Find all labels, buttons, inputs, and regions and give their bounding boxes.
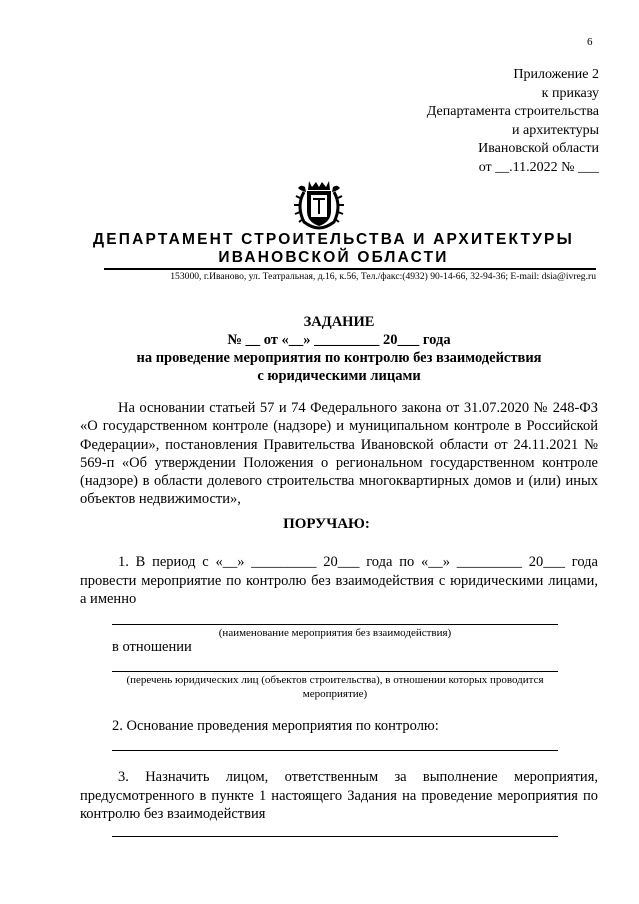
appendix-line: от __.11.2022 № ___ <box>478 159 599 175</box>
item-3 <box>80 768 598 824</box>
item-2-text: 2. Основание проведения мероприятия по контролю: <box>112 718 439 734</box>
task-subject-line1: на проведение мероприятия по контролю без взаимодействия <box>136 350 542 366</box>
basis-field-line <box>112 750 558 751</box>
task-number-line: № __ от «__» _________ 20___ года <box>227 332 451 348</box>
basis-paragraph <box>80 399 598 509</box>
event-name-caption: (наименование мероприятия без взаимодействия) <box>218 627 452 639</box>
task-title: ЗАДАНИЕ <box>303 314 375 330</box>
appendix-line: к приказу <box>541 85 599 101</box>
department-title-line2: ИВАНОВСКОЙ ОБЛАСТИ <box>218 249 449 266</box>
entities-field-line <box>112 671 558 672</box>
appendix-line: Приложение 2 <box>513 67 599 82</box>
header-rule <box>104 268 596 270</box>
appendix-line: Департамента строительства <box>426 104 599 119</box>
department-title <box>0 231 639 267</box>
department-address: 153000, г.Иваново, ул. Театральная, д.16, к.56, Тел./факс:(4932) 90-14-66, 32-94-36; E-mail: dsia@ivreg.ru <box>170 271 596 282</box>
task-subject-line2: с юридическими лицами <box>257 368 421 384</box>
appendix-line: и архитектуры <box>512 122 599 138</box>
appendix-line: Ивановской области <box>478 141 599 156</box>
department-title-line1: ДЕПАРТАМЕНТ СТРОИТЕЛЬСТВА И АРХИТЕКТУРЫ <box>93 231 574 248</box>
basis-text: На основании статьей 57 и 74 Федерального закона от 31.07.2020 № 248-ФЗ «О государственном контроле (надзоре) и муниципальном контроле в Российской Федерации», постановления Правительства Ивановской области от 24.11.2021 № 569-п «Об утверждении Положения о региональном государственном контроле (надзоре) в области долевого строительства многоквартирных домов и (или) иных объектов недвижимости», <box>80 400 598 508</box>
in-relation-label: в отношении <box>112 639 192 655</box>
item-1-text: 1. В период с «__» _________ 20___ года по «__» _________ 20___ года провести мероприятие по контролю без взаимодействия с юридическими лицами, а именно <box>80 554 598 607</box>
item-3-text: 3. Назначить лицом, ответственным за выполнение мероприятия, предусмотренного в пункте 1 настоящего Задания на проведение мероприятия по контролю без взаимодействия <box>80 769 598 822</box>
item-1 <box>80 553 598 609</box>
responsible-field-line <box>112 836 558 837</box>
entities-caption: (перечень юридических лиц (объектов строительства), в отношении которых проводится мероприятие) <box>126 674 544 700</box>
page-number: 6 <box>587 36 593 48</box>
task-heading <box>80 313 598 385</box>
order-word: ПОРУЧАЮ: <box>283 516 370 532</box>
event-name-field-line <box>112 624 558 625</box>
coat-of-arms-icon <box>292 178 346 232</box>
appendix-block <box>427 66 599 177</box>
